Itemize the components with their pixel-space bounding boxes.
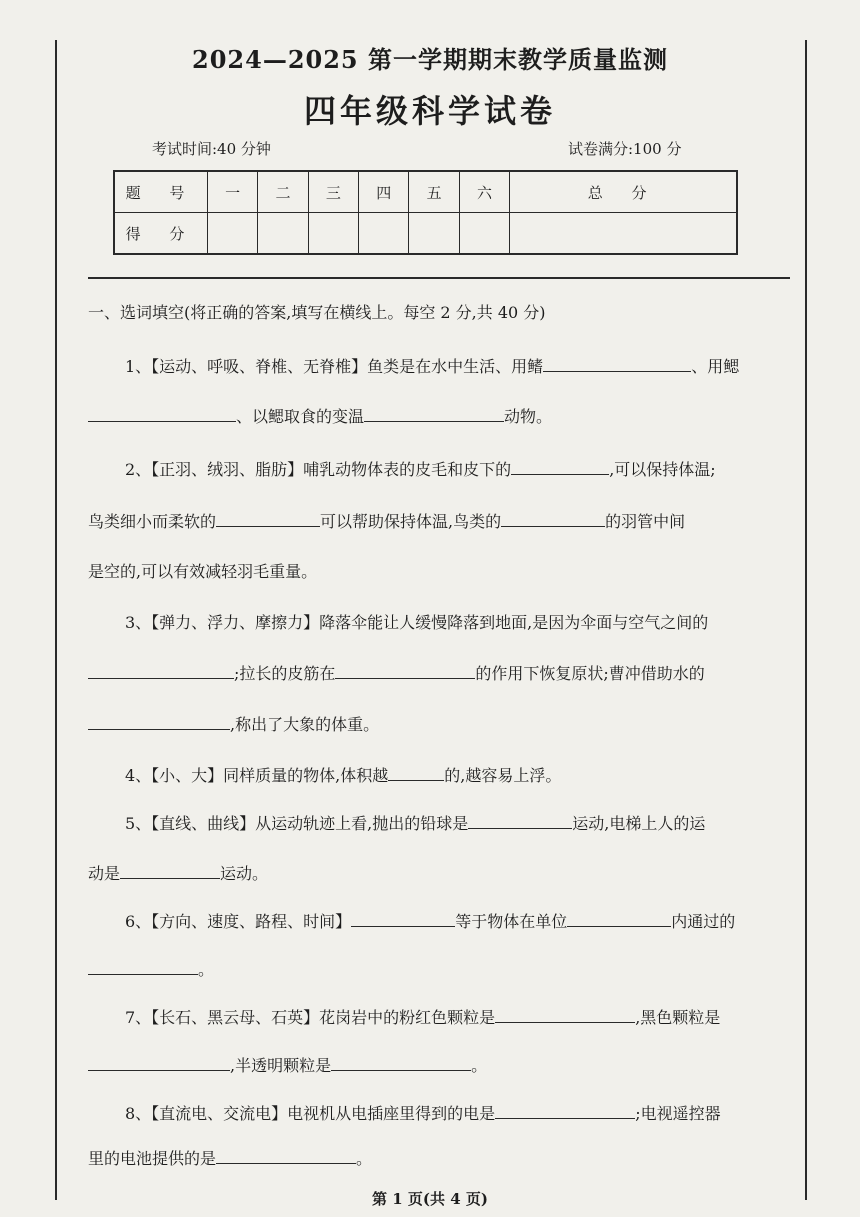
q2-text-4: 可以帮助保持体温,鸟类的 [320,512,502,531]
table-cell-q5: 五 [409,171,459,213]
q6-blank-3[interactable] [88,958,198,975]
q2-text-5: 的羽管中间 [605,512,686,531]
question-6-line-1 [125,910,775,933]
left-margin-line [55,40,57,1200]
score-input-q3[interactable] [308,213,358,255]
q3-blank-3[interactable] [88,713,230,730]
question-8-line-1 [125,1102,775,1125]
question-7-line-2 [88,1054,778,1077]
score-input-q1[interactable] [208,213,258,255]
q6-text-1: 6、【方向、速度、路程、时间】 [125,912,352,931]
score-table-score-row [114,213,737,255]
table-cell-q2: 二 [258,171,308,213]
q2-text-3: 鸟类细小而柔软的 [88,512,217,531]
q7-blank-3[interactable] [331,1054,471,1071]
q5-text-3: 动是 [88,864,121,883]
q8-blank-2[interactable] [216,1147,356,1164]
q2-blank-1[interactable] [511,458,609,475]
q8-text-1: 8、【直流电、交流电】电视机从电插座里得到的电是 [125,1104,496,1123]
table-cell-total: 总 分 [510,171,737,213]
score-table-header-row [114,171,737,213]
score-input-total[interactable] [510,213,737,255]
q2-text-6: 是空的,可以有效减轻羽毛重量。 [88,562,318,581]
question-7-line-1 [125,1006,775,1029]
score-table [113,170,738,255]
q1-text-3: 、以鳃取食的变温 [236,407,365,426]
q1-blank-3[interactable] [364,405,504,422]
question-2-line-2 [88,510,778,533]
q5-text-2: 运动,电梯上人的运 [572,814,706,833]
q3-text-2: ;拉长的皮筋在 [234,664,336,683]
table-cell-q4: 四 [359,171,409,213]
q7-text-4: 。 [471,1056,488,1075]
q3-text-1: 3、【弹力、浮力、摩擦力】降落伞能让人缓慢降落到地面,是因为伞面与空气之间的 [125,613,709,632]
q5-blank-2[interactable] [120,862,220,879]
header-divider [88,277,790,279]
q3-blank-2[interactable] [335,662,475,679]
question-5-line-1 [125,812,775,835]
q6-blank-1[interactable] [351,910,455,927]
exam-time: 考试时间:40 分钟 [152,140,271,158]
q3-blank-1[interactable] [88,662,234,679]
table-cell-q3: 三 [308,171,358,213]
q7-blank-2[interactable] [88,1054,230,1071]
q5-text-1: 5、【直线、曲线】从运动轨迹上看,抛出的铅球是 [125,814,469,833]
q5-text-4: 运动。 [220,864,269,883]
q1-text-4: 动物。 [504,407,553,426]
table-cell-score-label: 得 分 [114,213,208,255]
q6-text-2: 等于物体在单位 [455,912,568,931]
q8-text-4: 。 [356,1149,373,1168]
question-8-line-2 [88,1147,778,1170]
full-score: 试卷满分:100 分 [568,140,682,158]
question-2-line-1 [125,458,775,481]
q2-text-1: 2、【正羽、绒羽、脂肪】哺乳动物体表的皮毛和皮下的 [125,460,512,479]
score-input-q5[interactable] [409,213,459,255]
table-cell-q1: 一 [208,171,258,213]
exam-subtitle: 四年级科学试卷 [303,92,556,130]
question-5-line-2 [88,862,778,885]
question-6-line-2 [88,958,778,981]
q6-text-4: 。 [198,960,215,979]
question-3-line-3 [88,713,778,736]
question-3-line-1 [125,612,775,634]
q3-text-3: 的作用下恢复原状;曹冲借助水的 [475,664,705,683]
q3-text-4: ,称出了大象的体重。 [230,715,380,734]
q8-blank-1[interactable] [495,1102,635,1119]
q8-text-2: ;电视遥控器 [635,1104,721,1123]
section-heading: 一、选词填空(将正确的答案,填写在横线上。每空 2 分,共 40 分) [88,303,546,322]
q2-text-2: ,可以保持体温; [609,460,716,479]
question-1-line-2 [88,405,778,428]
q4-text-2: 的,越容易上浮。 [444,766,562,785]
q7-text-3: ,半透明颗粒是 [230,1056,332,1075]
q4-blank-1[interactable] [388,764,444,781]
q1-blank-2[interactable] [88,405,236,422]
q7-text-1: 7、【长石、黑云母、石英】花岗岩中的粉红色颗粒是 [125,1008,496,1027]
q2-blank-2[interactable] [216,510,320,527]
question-3-line-2 [88,662,778,685]
q1-text-1: 1、【运动、呼吸、脊椎、无脊椎】鱼类是在水中生活、用鳍 [125,357,544,376]
score-input-q4[interactable] [359,213,409,255]
q6-text-3: 内通过的 [671,912,736,931]
question-4-line-1 [125,764,775,787]
right-margin-line [805,40,807,1200]
score-input-q6[interactable] [459,213,509,255]
exam-title: 2024—2025 第一学期期末教学质量监测 [192,45,668,74]
q5-blank-1[interactable] [468,812,572,829]
question-2-line-3 [88,561,778,583]
score-input-q2[interactable] [258,213,308,255]
q1-blank-1[interactable] [543,355,691,372]
q8-text-3: 里的电池提供的是 [88,1149,217,1168]
q7-text-2: ,黑色颗粒是 [635,1008,721,1027]
q6-blank-2[interactable] [567,910,671,927]
q4-text-1: 4、【小、大】同样质量的物体,体积越 [125,766,389,785]
page-number: 第 1 页(共 4 页) [372,1190,488,1208]
table-cell-q6: 六 [459,171,509,213]
q7-blank-1[interactable] [495,1006,635,1023]
question-1-line-1 [125,355,775,378]
table-cell-label: 题 号 [114,171,208,213]
q2-blank-3[interactable] [501,510,605,527]
q1-text-2: 、用鳃 [691,357,740,376]
